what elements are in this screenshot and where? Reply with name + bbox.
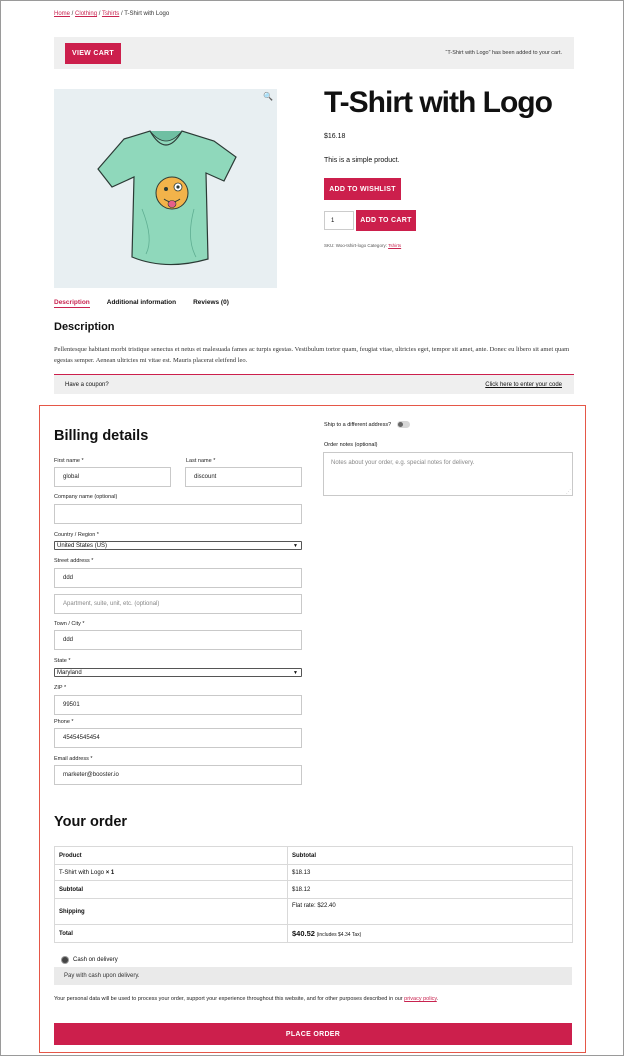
ship-different-label: Ship to a different address? [324,422,392,428]
breadcrumb-sep: / [97,11,102,17]
coupon-prompt: Have a coupon? [65,382,109,388]
resize-grip-icon[interactable]: ⋰ [566,489,571,495]
payment-method-description: Pay with cash upon delivery. [54,967,572,985]
cash-on-delivery-radio[interactable] [62,957,68,963]
city-label: Town / City * [54,621,85,627]
last-name-field[interactable]: discount [185,467,302,487]
country-label: Country / Region * [54,532,99,538]
total-value: $40.52 [292,929,315,938]
company-label: Company name (optional) [54,494,118,500]
street-field[interactable]: ddd [54,568,302,588]
item-qty: × 1 [104,869,115,876]
street-line2-field[interactable]: Apartment, suite, unit, etc. (optional) [54,594,302,614]
item-cell [55,865,288,881]
tab-additional-information[interactable]: Additional information [106,299,177,306]
state-value: Maryland [57,669,82,676]
subtotal-value: $18.12 [288,881,573,899]
country-value: United States (US) [57,542,108,549]
order-heading: Your order [54,814,128,830]
phone-field[interactable]: 45454545454 [54,728,302,748]
item-name: T-Shirt with Logo [59,869,105,876]
zip-label: ZIP * [54,685,67,691]
product-sku: SKU: Woo-tshirt-logo Category: [324,243,389,248]
table-row [55,881,573,899]
breadcrumb-sep: / [119,11,125,17]
total-cell [288,925,573,943]
product-tabs [54,299,229,308]
coupon-link[interactable]: Click here to enter your code [485,382,562,388]
col-product: Product [55,847,288,865]
zoom-icon[interactable]: 🔍 [263,92,273,101]
privacy-text: Your personal data will be used to process your order, support your experience throughout this website, and for other purposes described in our [54,996,405,1002]
total-label: Total [55,925,288,943]
billing-heading: Billing details [54,428,149,444]
notice-message: “T-Shirt with Logo” has been added to your cart. [445,50,562,56]
state-select[interactable] [54,668,302,677]
ship-different-toggle[interactable] [397,421,410,428]
table-header-row [55,847,573,865]
description-heading: Description [54,321,115,333]
cart-notice [54,37,574,69]
order-notes-placeholder: Notes about your order, e.g. special notes for delivery. [331,460,475,466]
description-text: Pellentesque habitant morbi tristique senectus et netus et malesuada fames ac turpis egestas. Vestibulum tortor quam, feugiat vitae, ultricies eget, tempor sit amet, ante. Donec eu libero sit amet quam egestas semper. Aenean ultricies mi vitae est. Mauris placerat eleifend leo. [54,346,570,364]
quantity-input[interactable]: 1 [324,211,354,230]
product-meta [324,243,401,248]
order-notes-label: Order notes (optional) [324,442,378,448]
view-cart-button[interactable]: VIEW CART [65,43,121,64]
privacy-policy-link[interactable]: privacy policy [404,996,437,1002]
col-subtotal: Subtotal [288,847,573,865]
tab-reviews[interactable]: Reviews (0) [193,299,229,306]
phone-label: Phone * [54,719,74,725]
breadcrumb-clothing[interactable]: Clothing [75,11,98,17]
subtotal-label: Subtotal [55,881,288,899]
product-image[interactable] [54,89,277,288]
table-row [55,925,573,943]
tab-description[interactable]: Description [54,299,90,306]
product-price: $16.18 [324,133,346,140]
order-notes-field[interactable] [323,452,573,496]
shipping-value: Flat rate: $22.40 [288,899,573,925]
product-short-description: This is a simple product. [324,157,400,164]
add-to-wishlist-button[interactable]: ADD TO WISHLIST [324,178,401,200]
coupon-bar [54,374,574,394]
shipping-label: Shipping [55,899,288,925]
category-link[interactable]: Tshirts [388,243,402,248]
item-total: $18.13 [288,865,573,881]
last-name-label: Last name * [186,458,216,464]
tshirt-illustration [54,89,277,288]
product-title: T-Shirt with Logo [324,86,552,119]
zip-field[interactable]: 99501 [54,695,302,715]
chevron-down-icon: ▼ [293,542,298,549]
table-row [55,865,573,881]
breadcrumb-home[interactable]: Home [54,11,71,17]
street-label: Street address * [54,558,94,564]
chevron-down-icon: ▼ [293,669,298,676]
table-row [55,899,573,925]
state-label: State * [54,658,71,664]
company-field[interactable] [54,504,302,524]
first-name-field[interactable]: global [54,467,171,487]
first-name-label: First name * [54,458,84,464]
privacy-end: . [436,996,439,1002]
email-field[interactable]: marketer@booster.io [54,765,302,785]
city-field[interactable]: ddd [54,630,302,650]
breadcrumb-sep: / [70,11,76,17]
payment-method-label: Cash on delivery [73,957,118,963]
breadcrumb-current: T-Shirt with Logo [124,11,170,17]
country-select[interactable] [54,541,302,550]
add-to-cart-button[interactable]: ADD TO CART [356,210,416,231]
breadcrumb-tshirts[interactable]: Tshirts [101,11,120,17]
place-order-button[interactable]: PLACE ORDER [54,1023,572,1045]
order-review-table [54,846,573,943]
privacy-notice [54,996,438,1002]
email-label: Email address * [54,756,93,762]
breadcrumb [54,11,169,17]
tax-note: (includes $4.34 Tax) [316,932,362,938]
